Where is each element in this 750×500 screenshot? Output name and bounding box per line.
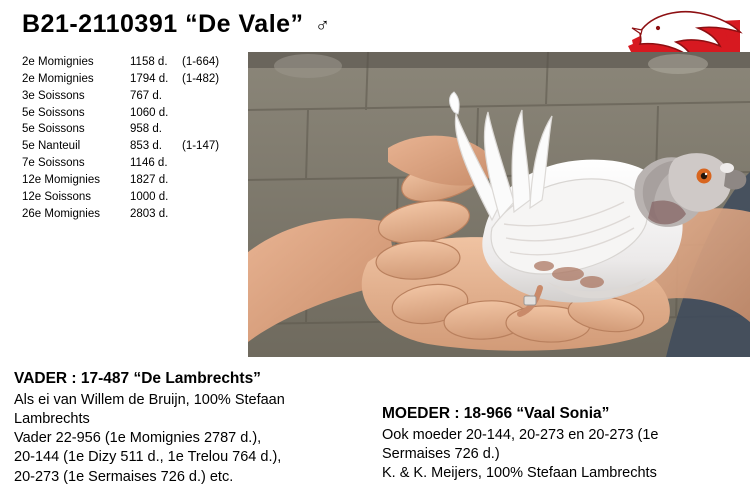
- mother-block: [382, 405, 742, 483]
- result-distance: 767 d.: [130, 89, 162, 102]
- mother-heading: MOEDER : 18-966 “Vaal Sonia”: [382, 405, 610, 422]
- mother-line: K. & K. Meijers, 100% Stefaan Lambrechts: [382, 465, 657, 482]
- result-prize: (1-482): [182, 72, 220, 85]
- table-row: [22, 106, 234, 123]
- table-row: [22, 173, 234, 190]
- table-row: [22, 190, 234, 207]
- result-prize: [182, 173, 234, 190]
- result-race: 7e Soissons: [22, 157, 85, 170]
- father-block: [14, 370, 382, 487]
- father-heading: VADER : 17-487 “De Lambrechts”: [14, 370, 261, 387]
- table-row: [22, 156, 234, 173]
- table-row: [22, 55, 234, 72]
- table-row: [22, 122, 234, 139]
- result-distance: 1827 d.: [130, 174, 169, 187]
- result-race: 5e Soissons: [22, 106, 85, 119]
- table-row: [22, 207, 234, 224]
- result-distance: 2803 d.: [130, 207, 169, 220]
- result-distance: 853 d.: [130, 140, 162, 153]
- result-distance: 1794 d.: [130, 72, 169, 85]
- table-row: [22, 139, 234, 156]
- father-line: 20-144 (1e Dizy 511 d., 1e Trelou 764 d.),: [14, 449, 282, 466]
- father-line: Vader 22-956 (1e Momignies 2787 d.),: [14, 430, 262, 447]
- table-row: [22, 72, 234, 89]
- table-row: [22, 89, 234, 106]
- father-line: 20-273 (1e Sermaises 726 d.) etc.: [14, 468, 234, 485]
- result-prize: (1-664): [182, 56, 220, 68]
- male-gender-icon: ♂: [315, 15, 331, 37]
- result-race: 3e Soissons: [22, 89, 85, 102]
- result-prize: [182, 207, 234, 224]
- result-race: 5e Nanteuil: [22, 140, 81, 153]
- result-prize: [182, 156, 234, 173]
- result-race: 5e Soissons: [22, 123, 85, 136]
- result-prize: [182, 89, 234, 106]
- result-distance: 1000 d.: [130, 190, 169, 203]
- result-prize: [182, 106, 234, 123]
- result-race: 26e Momignies: [22, 207, 100, 220]
- pigeon-photo: [248, 52, 750, 357]
- result-race: 12e Soissons: [22, 190, 92, 203]
- result-distance: 958 d.: [130, 123, 162, 136]
- result-prize: (1-147): [182, 140, 220, 153]
- pigeon-photo-illustration: [248, 52, 750, 357]
- father-line: Als ei van Willem de Bruijn, 100% Stefaan: [14, 392, 285, 408]
- mother-line: Sermaises 726 d.): [382, 446, 500, 463]
- result-race: 2e Momignies: [22, 56, 94, 68]
- result-prize: [182, 190, 234, 207]
- result-distance: 1146 d.: [130, 157, 168, 170]
- results-rows: [22, 55, 234, 224]
- results-table: [22, 55, 234, 224]
- mother-line: Ook moeder 20-144, 20-273 en 20-273 (1e: [382, 427, 659, 443]
- result-prize: [182, 122, 234, 139]
- result-race: 2e Momignies: [22, 72, 94, 85]
- result-distance: 1060 d.: [130, 106, 169, 119]
- father-line: Lambrechts: [14, 411, 90, 428]
- page-title: [22, 10, 331, 39]
- result-distance: 1158 d.: [130, 56, 168, 68]
- pigeon-name: “De Vale”: [185, 10, 304, 38]
- ring-number: B21-2110391: [22, 10, 178, 38]
- result-race: 12e Momignies: [22, 174, 100, 187]
